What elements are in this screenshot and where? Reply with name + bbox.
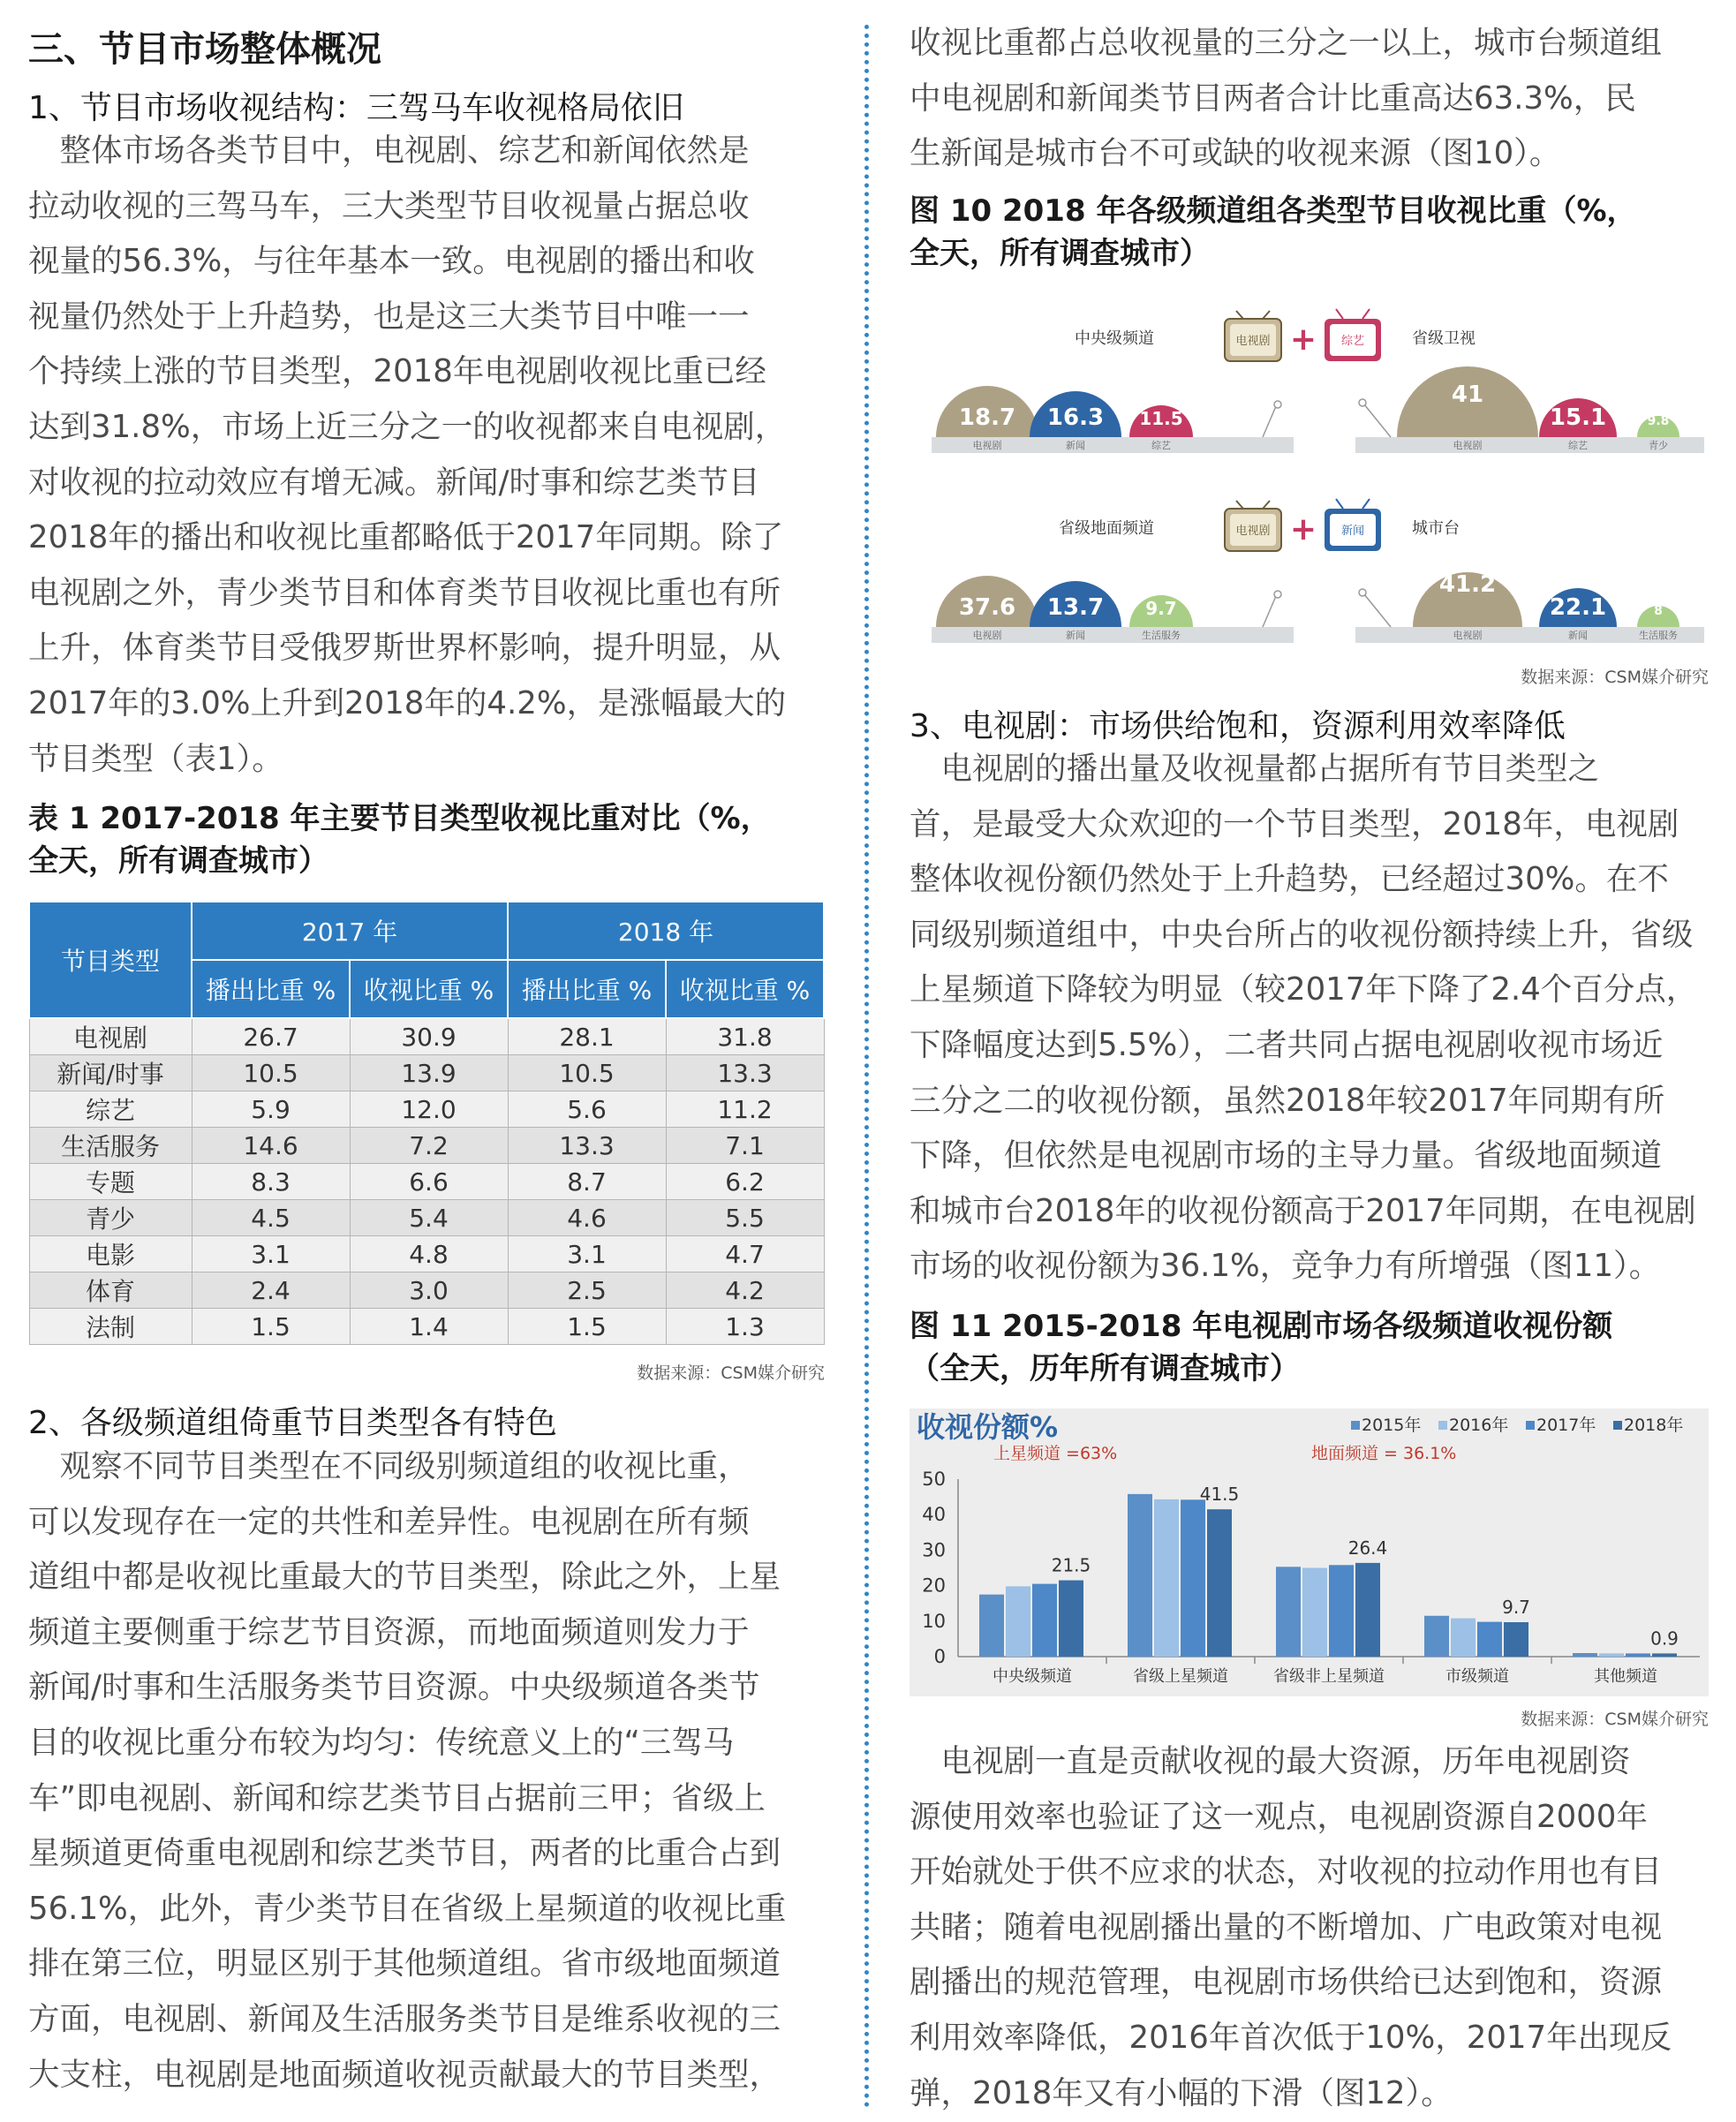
- legend-label: 2018年: [1624, 1416, 1684, 1435]
- bubble-value: 41: [1451, 381, 1484, 408]
- fig11-source: 数据来源：CSM媒介研究: [1521, 1710, 1709, 1729]
- table-header-view-2017: 收视比重 %: [350, 960, 508, 1018]
- x-tick-label: 省级上星频道: [1133, 1667, 1228, 1686]
- text-line: 道组中都是收视比重最大的节目类型，除此之外，上星: [28, 1559, 781, 1596]
- table-cell-value: 12.0: [350, 1091, 508, 1128]
- text-line: 电视剧之外，青少类节目和体育类节目收视比重也有所: [28, 574, 781, 611]
- bar: [1599, 1653, 1624, 1657]
- table-cell-value: 4.2: [666, 1272, 824, 1309]
- fig10-channel-name: 省级地面频道: [1059, 519, 1154, 538]
- fig11-caption-line-1: 图 11 2015-2018 年电视剧市场各级频道收视份额: [910, 1309, 1613, 1344]
- bar: [1059, 1581, 1083, 1657]
- section-title: 三、节目市场整体概况: [28, 29, 381, 70]
- table-cell-value: 1.5: [192, 1309, 350, 1345]
- fig10-partner-name: 城市台: [1412, 519, 1460, 538]
- table-row: [29, 1272, 824, 1309]
- bubble-value: 22.1: [1549, 594, 1607, 621]
- text-line: 观察不同节目类型在不同级别频道组的收视比重，: [28, 1448, 750, 1484]
- table-caption-line-1: 表 1 2017-2018 年主要节目类型收视比重对比（%，: [28, 801, 771, 836]
- table-cell-value: 1.5: [508, 1309, 666, 1345]
- text-line: 三分之二的收视份额，虽然2018年较2017年同期有所: [910, 1082, 1665, 1119]
- badge-antenna: [1336, 499, 1343, 509]
- bar: [1355, 1563, 1380, 1657]
- bubble-value: 41.2: [1438, 571, 1497, 598]
- table-cell-value: 11.2: [666, 1091, 824, 1128]
- table-cell-value: 5.4: [350, 1200, 508, 1236]
- bar: [1207, 1509, 1232, 1657]
- y-tick-label: 10: [922, 1610, 946, 1632]
- table-cell-value: 13.3: [666, 1055, 824, 1091]
- subsection-1-title: 1、节目市场收视结构：三驾马车收视格局依旧: [28, 90, 684, 126]
- badge-antenna: [1362, 309, 1370, 319]
- table-row: [29, 1055, 824, 1091]
- text-line: 上星频道下降较为明显（较2017年下降了2.4个百分点，: [910, 971, 1698, 1008]
- tv-label: 电视剧: [1235, 335, 1271, 348]
- table-cell-type: 新闻/时事: [29, 1055, 192, 1091]
- table-cell-value: 8.3: [192, 1164, 350, 1200]
- table-cell-value: 31.8: [666, 1018, 824, 1055]
- text-line: 方面，电视剧、新闻及生活服务类节目是维系收视的三: [28, 2000, 781, 2037]
- legend-swatch: [1526, 1421, 1535, 1430]
- x-tick-label: 市级频道: [1445, 1667, 1509, 1686]
- tv-antenna: [1263, 501, 1270, 509]
- tv-antenna: [1236, 501, 1243, 509]
- table-cell-value: 2.4: [192, 1272, 350, 1309]
- data-label: 9.7: [1502, 1597, 1530, 1619]
- text-line: 对收视的拉动效应有增无减。新闻/时事和综艺类节目: [28, 464, 760, 501]
- bubble-label: 综艺: [1151, 440, 1171, 451]
- fig11-svg: [910, 1408, 1709, 1696]
- fig11-caption-line-2: （全天，历年所有调查城市）: [910, 1351, 1300, 1386]
- bubble-label: 新闻: [1066, 630, 1085, 641]
- tv-antenna: [1236, 311, 1243, 319]
- bar: [1424, 1616, 1449, 1657]
- bar: [1573, 1653, 1597, 1657]
- subsection-2-title: 2、各级频道组倚重节目类型各有特色: [28, 1405, 557, 1441]
- bar: [1128, 1494, 1152, 1657]
- x-tick-label: 其他频道: [1594, 1667, 1657, 1686]
- table-cell-value: 3.1: [192, 1236, 350, 1272]
- bubble-value: 37.6: [958, 594, 1016, 621]
- bubble-label: 生活服务: [1639, 630, 1678, 641]
- legend-label: 2015年: [1362, 1416, 1422, 1435]
- bar: [1154, 1499, 1179, 1657]
- text-line: 弹，2018年又有小幅的下滑（图12）。: [910, 2074, 1453, 2111]
- bar: [1626, 1653, 1650, 1657]
- table-cell-value: 14.6: [192, 1128, 350, 1164]
- table-cell-value: 13.3: [508, 1128, 666, 1164]
- bar: [1032, 1584, 1057, 1657]
- table-cell-value: 1.4: [350, 1309, 508, 1345]
- text-line: 可以发现存在一定的共性和差异性。电视剧在所有频: [28, 1503, 750, 1540]
- connector-dot: [1274, 591, 1281, 598]
- text-line: 生新闻是城市台不可或缺的收视来源（图10）。: [910, 135, 1561, 172]
- bubble-value: 13.7: [1046, 594, 1105, 621]
- y-tick-label: 40: [922, 1504, 946, 1526]
- table-cell-value: 1.3: [666, 1309, 824, 1345]
- chart-title: 收视份额%: [917, 1410, 1059, 1444]
- text-line: 下降，但依然是电视剧市场的主导力量。省级地面频道: [910, 1137, 1663, 1174]
- program-share-table: [28, 901, 825, 1345]
- bar: [1276, 1567, 1301, 1657]
- plus-icon: +: [1289, 511, 1317, 547]
- table-cell-type: 体育: [29, 1272, 192, 1309]
- connector-line: [1263, 596, 1276, 627]
- table-row: [29, 1128, 824, 1164]
- fig10-channel-name: 中央级频道: [1075, 329, 1154, 348]
- table-cell-value: 2.5: [508, 1272, 666, 1309]
- table-cell-value: 4.7: [666, 1236, 824, 1272]
- text-line: 整体收视份额仍然处于上升趋势，已经超过30%。在不: [910, 861, 1669, 898]
- table-cell-type: 生活服务: [29, 1128, 192, 1164]
- text-line: 市场的收视份额为36.1%，竞争力有所增强（图11）。: [910, 1248, 1661, 1285]
- text-line: 共睹；随着电视剧播出量的不断增加、广电政策对电视: [910, 1908, 1663, 1945]
- tv-antenna: [1263, 311, 1270, 319]
- table-header-2017: 2017 年: [192, 902, 508, 960]
- fig10-partner-name: 省级卫视: [1412, 329, 1476, 348]
- bubble-label: 电视剧: [1453, 630, 1483, 641]
- connector-line: [1364, 594, 1391, 627]
- paragraph-3: [910, 742, 1709, 1295]
- text-line: 电视剧一直是贡献收视的最大资源，历年电视剧资: [910, 1743, 1631, 1779]
- text-line: 节目类型（表1）。: [28, 740, 283, 777]
- bubble-label: 新闻: [1568, 630, 1588, 641]
- table-cell-value: 6.6: [350, 1164, 508, 1200]
- fig10-infographic: [910, 291, 1709, 662]
- bar: [1477, 1622, 1502, 1657]
- text-line: 56.1%，此外，青少类节目在省级上星频道的收视比重: [28, 1890, 787, 1927]
- table-cell-value: 5.5: [666, 1200, 824, 1236]
- table-cell-value: 4.8: [350, 1236, 508, 1272]
- table-row: [29, 1309, 824, 1345]
- bubble-value: 9.7: [1145, 598, 1177, 619]
- table-cell-type: 综艺: [29, 1091, 192, 1128]
- table-cell-value: 26.7: [192, 1018, 350, 1055]
- table-cell-value: 7.1: [666, 1128, 824, 1164]
- table-row: [29, 1091, 824, 1128]
- table-source: 数据来源：CSM媒介研究: [637, 1363, 825, 1383]
- text-line: 和城市台2018年的收视份额高于2017年同期，在电视剧: [910, 1192, 1696, 1229]
- y-tick-label: 20: [922, 1575, 946, 1597]
- table-header-type: 节目类型: [29, 902, 192, 1018]
- data-label: 21.5: [1051, 1554, 1091, 1576]
- text-line: 下降幅度达到5.5%），二者共同占据电视剧收视市场近: [910, 1026, 1664, 1063]
- table-header-2018: 2018 年: [508, 902, 824, 960]
- table-cell-type: 青少: [29, 1200, 192, 1236]
- bar: [1006, 1586, 1030, 1657]
- bar: [1652, 1653, 1677, 1657]
- bubble-value: 16.3: [1046, 404, 1105, 431]
- fig11-caption: [910, 1305, 1612, 1390]
- table-cell-value: 6.2: [666, 1164, 824, 1200]
- connector-line: [1364, 404, 1391, 437]
- bar: [979, 1595, 1004, 1657]
- bubble-label: 电视剧: [972, 630, 1002, 641]
- bubble-label: 综艺: [1568, 440, 1588, 451]
- table-cell-type: 法制: [29, 1309, 192, 1345]
- text-line: 同级别频道组中，中央台所占的收视份额持续上升，省级: [910, 916, 1694, 953]
- bubble-value: 9.8: [1647, 414, 1670, 428]
- paragraph-0: [910, 16, 1709, 182]
- table-row: [29, 1018, 824, 1055]
- table-cell-value: 5.9: [192, 1091, 350, 1128]
- fig10-source: 数据来源：CSM媒介研究: [1521, 668, 1709, 687]
- bubble-label: 青少: [1649, 440, 1668, 451]
- text-line: 2018年的播出和收视比重都略低于2017年同期。除了: [28, 519, 784, 556]
- fig10-caption-line-1: 图 10 2018 年各级频道组各类型节目收视比重（%，: [910, 193, 1637, 229]
- connector-dot: [1274, 401, 1281, 408]
- table-cell-value: 8.7: [508, 1164, 666, 1200]
- bubble-label: 生活服务: [1142, 630, 1181, 641]
- table-cell-value: 3.1: [508, 1236, 666, 1272]
- bar: [1302, 1568, 1327, 1658]
- table-caption-line-2: 全天，所有调查城市）: [28, 843, 328, 879]
- table-cell-value: 30.9: [350, 1018, 508, 1055]
- bubble-label: 电视剧: [972, 440, 1002, 451]
- bar: [1329, 1565, 1354, 1657]
- table-row: [29, 1236, 824, 1272]
- badge-label: 新闻: [1340, 525, 1365, 538]
- table-row: [29, 1200, 824, 1236]
- legend-label: 2016年: [1449, 1416, 1509, 1435]
- fig11-chart: [910, 1408, 1709, 1696]
- text-line: 新闻/时事和生活服务类节目资源。中央级频道各类节: [28, 1669, 760, 1706]
- fig10-svg: [910, 291, 1709, 662]
- bar: [1451, 1619, 1476, 1657]
- text-line: 视量的56.3%，与往年基本一致。电视剧的播出和收: [28, 243, 755, 280]
- column-divider: [864, 25, 869, 2109]
- text-line: 利用效率降低，2016年首次低于10%，2017年出现反: [910, 2019, 1672, 2056]
- data-label: 0.9: [1650, 1627, 1679, 1650]
- text-line: 上升，体育类节目受俄罗斯世界杯影响，提升明显，从: [28, 630, 781, 667]
- bubble-value: 8: [1654, 604, 1663, 618]
- connector-dot: [1359, 589, 1366, 596]
- text-line: 剧播出的规范管理，电视剧市场供给已达到饱和，资源: [910, 1964, 1663, 2001]
- text-line: 中电视剧和新闻类节目两者合计比重高达63.3%，民: [910, 79, 1636, 117]
- bar: [1504, 1622, 1528, 1657]
- text-line: 目的收视比重分布较为均匀：传统意义上的“三驾马: [28, 1724, 735, 1761]
- x-tick-label: 中央级频道: [993, 1667, 1072, 1686]
- paragraph-1: [28, 124, 825, 787]
- text-line: 开始就处于供不应求的状态，对收视的拉动作用也有目: [910, 1854, 1663, 1891]
- table-cell-value: 10.5: [192, 1055, 350, 1091]
- badge-antenna: [1336, 309, 1343, 319]
- text-line: 整体市场各类节目中，电视剧、综艺和新闻依然是: [28, 132, 750, 169]
- table-header-view-2018: 收视比重 %: [666, 960, 824, 1018]
- text-line: 排在第三位，明显区别于其他频道组。省市级地面频道: [28, 1945, 781, 1982]
- legend-swatch: [1438, 1421, 1447, 1430]
- table-header-bcast-2017: 播出比重 %: [192, 960, 350, 1018]
- text-line: 收视比重都占总收视量的三分之一以上，城市台频道组: [910, 25, 1663, 61]
- badge-antenna: [1362, 499, 1370, 509]
- paragraph-2: [28, 1439, 825, 2103]
- text-line: 首，是最受大众欢迎的一个节目类型，2018年，电视剧: [910, 805, 1679, 842]
- bar: [1181, 1499, 1205, 1657]
- text-line: 电视剧的播出量及收视量都占据所有节目类型之: [910, 751, 1600, 787]
- table-cell-value: 7.2: [350, 1128, 508, 1164]
- x-tick-label: 省级非上星频道: [1273, 1667, 1385, 1686]
- table-cell-type: 电视剧: [29, 1018, 192, 1055]
- chart-annotation: 地面频道 = 36.1%: [1311, 1444, 1457, 1463]
- fig10-caption: [910, 190, 1637, 275]
- bubble-label: 电视剧: [1453, 440, 1483, 451]
- paragraph-4: [910, 1734, 1709, 2121]
- bubble-value: 15.1: [1549, 404, 1607, 431]
- data-label: 26.4: [1347, 1537, 1388, 1559]
- table-cell-value: 10.5: [508, 1055, 666, 1091]
- table-cell-value: 4.6: [508, 1200, 666, 1236]
- bubble-label: 新闻: [1066, 440, 1085, 451]
- text-line: 车”即电视剧、新闻和综艺类节目占据前三甲；省级上: [28, 1779, 766, 1816]
- legend-swatch: [1613, 1421, 1622, 1430]
- text-line: 拉动收视的三驾马车，三大类型节目收视量占据总收: [28, 187, 750, 224]
- fig10-caption-line-2: 全天，所有调查城市）: [910, 236, 1210, 271]
- tv-label: 电视剧: [1235, 525, 1271, 538]
- chart-annotation: 上星频道 =63%: [993, 1444, 1118, 1463]
- subsection-3-title: 3、电视剧：市场供给饱和，资源利用效率降低: [910, 708, 1566, 744]
- table-row: [29, 1164, 824, 1200]
- text-line: 频道主要侧重于综艺节目资源，而地面频道则发力于: [28, 1613, 750, 1650]
- connector-line: [1263, 406, 1276, 437]
- y-tick-label: 0: [933, 1646, 946, 1667]
- legend-label: 2017年: [1536, 1416, 1596, 1435]
- bubble-value: 18.7: [958, 404, 1016, 431]
- legend-swatch: [1351, 1421, 1360, 1430]
- table-cell-value: 3.0: [350, 1272, 508, 1309]
- table-cell-value: 28.1: [508, 1018, 666, 1055]
- connector-dot: [1359, 399, 1366, 406]
- table-header-bcast-2018: 播出比重 %: [508, 960, 666, 1018]
- text-line: 星频道更倚重电视剧和综艺类节目，两者的比重合占到: [28, 1835, 781, 1872]
- table-cell-type: 专题: [29, 1164, 192, 1200]
- text-line: 达到31.8%，市场上近三分之一的收视都来自电视剧，: [28, 408, 787, 445]
- y-tick-label: 30: [922, 1539, 946, 1561]
- text-line: 源使用效率也验证了这一观点，电视剧资源自2000年: [910, 1798, 1648, 1835]
- table-cell-value: 4.5: [192, 1200, 350, 1236]
- text-line: 视量仍然处于上升趋势，也是这三大类节目中唯一一: [28, 298, 750, 335]
- text-line: 大支柱，电视剧是地面频道收视贡献最大的节目类型，: [28, 2056, 781, 2093]
- table-cell-value: 13.9: [350, 1055, 508, 1091]
- table-caption: [28, 797, 771, 882]
- text-line: 个持续上涨的节目类型，2018年电视剧收视比重已经: [28, 353, 766, 390]
- badge-label: 综艺: [1340, 335, 1365, 348]
- data-label: 41.5: [1199, 1484, 1240, 1506]
- table-cell-type: 电影: [29, 1236, 192, 1272]
- y-tick-label: 50: [922, 1469, 946, 1490]
- bubble-value: 11.5: [1139, 408, 1183, 429]
- plus-icon: +: [1289, 321, 1317, 358]
- text-line: 2017年的3.0%上升到2018年的4.2%，是涨幅最大的: [28, 684, 787, 721]
- table-cell-value: 5.6: [508, 1091, 666, 1128]
